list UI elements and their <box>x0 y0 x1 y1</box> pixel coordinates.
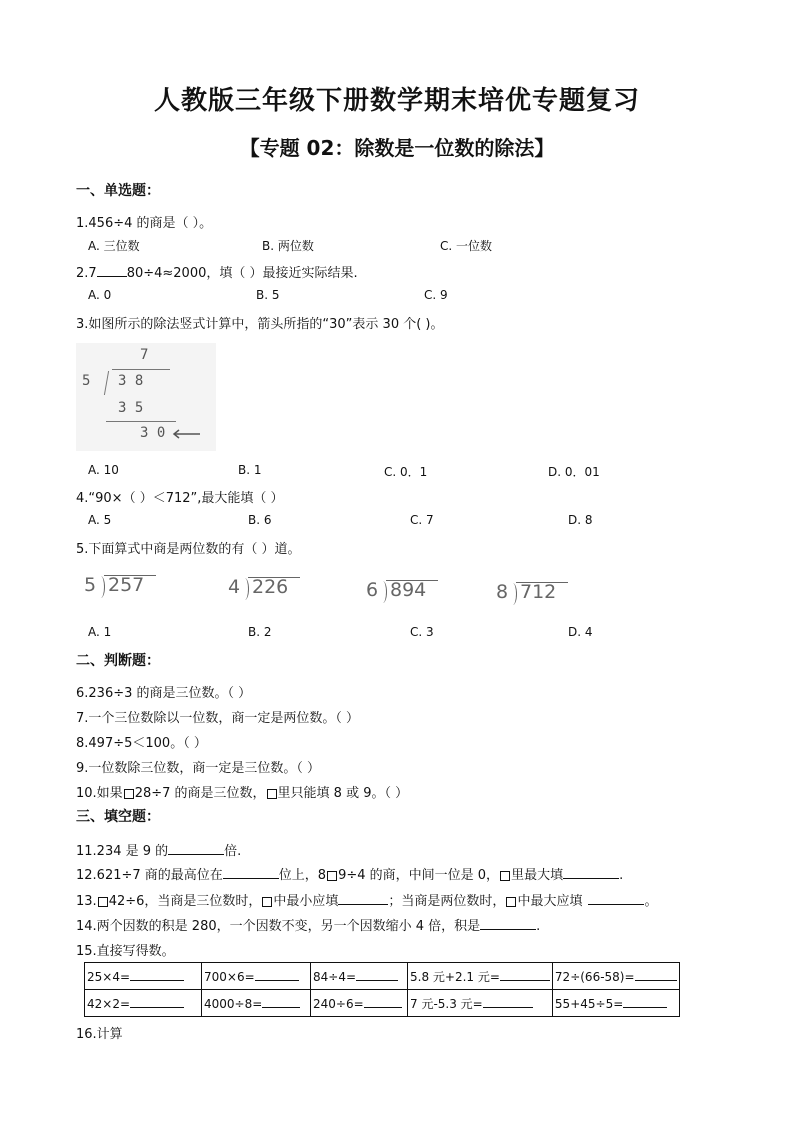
question-4: 4.“90×（ ）＜712”,最大能填（ ） <box>76 491 284 506</box>
answer-blank <box>635 968 677 981</box>
q12-middle-2: 9÷4 的商，中间一位是 0， <box>338 868 500 883</box>
answer-blank <box>255 968 299 981</box>
q4-option-d: D. 8 <box>568 513 593 527</box>
division-3-bracket <box>380 581 387 603</box>
q12-prefix: 12.621÷7 商的最高位在 <box>76 868 223 883</box>
division-1-divisor: 5 <box>84 574 97 596</box>
fig-divisor: 5 <box>82 373 91 389</box>
division-expression-2 <box>228 572 308 602</box>
expression: 7 元-5.3 元= <box>410 996 483 1011</box>
q2-option-c: C. 9 <box>424 288 448 302</box>
expression: 84÷4= <box>313 970 357 984</box>
table-cell <box>311 990 408 1017</box>
division-expression-4 <box>496 572 576 602</box>
question-9: 9.一位数除三位数，商一定是三位数。（ ） <box>76 761 321 776</box>
q13-box-1 <box>98 897 108 907</box>
q4-option-a: A. 5 <box>88 513 112 527</box>
division-4-divisor: 8 <box>496 581 509 603</box>
answer-blank <box>483 995 533 1008</box>
question-16: 16.计算 <box>76 1027 123 1042</box>
q14-blank <box>480 917 536 930</box>
division-2-bracket <box>242 578 249 600</box>
q12-blank-2 <box>563 866 619 879</box>
q1-option-a: A. 三位数 <box>88 239 140 253</box>
q1-option-b: B. 两位数 <box>262 239 314 253</box>
q13-box-3 <box>506 897 516 907</box>
q13-middle-3: ；当商是两位数时， <box>388 894 506 909</box>
fig-sub-bar <box>106 421 176 422</box>
q5-option-a: A. 1 <box>88 625 112 639</box>
table-row <box>85 963 680 990</box>
q12-box-2 <box>500 871 510 881</box>
q11-suffix: 倍. <box>224 844 242 859</box>
q10-box-2 <box>267 789 277 799</box>
q13-prefix: 13. <box>76 894 97 909</box>
expression: 25×4= <box>87 970 131 984</box>
page-title: 人教版三年级下册数学期末培优专题复习 <box>153 86 640 116</box>
section-heading-true-false: 二、判断题： <box>76 653 160 669</box>
fig-remainder: 3 0 <box>140 425 166 441</box>
division-1-bracket <box>98 576 105 598</box>
q3-option-d: D. 0．01 <box>548 465 600 479</box>
q10-box-1 <box>124 789 134 799</box>
table-cell <box>85 990 202 1017</box>
fig-product: 3 5 <box>118 400 144 416</box>
section-heading-fill-in: 三、填空题： <box>76 809 160 825</box>
q12-box-1 <box>327 871 337 881</box>
q13-blank-2 <box>588 892 644 905</box>
division-2-dividend: 226 <box>252 576 289 598</box>
answer-blank <box>364 995 402 1008</box>
question-3: 3.如图所示的除法竖式计算中，箭头所指的“30”表示 30 个( )。 <box>76 317 444 332</box>
expression: 55+45÷5= <box>554 997 624 1011</box>
q12-blank-1 <box>223 866 279 879</box>
q2-option-a: A. 0 <box>88 288 112 302</box>
answer-blank <box>500 968 550 981</box>
q4-option-b: B. 6 <box>248 513 272 527</box>
table-cell <box>552 963 679 990</box>
q14-end: . <box>536 919 541 934</box>
question-8: 8.497÷5＜100。（ ） <box>76 736 207 751</box>
answer-blank <box>356 968 398 981</box>
q5-option-b: B. 2 <box>248 625 272 639</box>
q3-option-c: C. 0．1 <box>384 465 428 479</box>
division-expression-1 <box>84 572 164 602</box>
question-7: 7.一个三位数除以一位数，商一定是两位数。（ ） <box>76 711 360 726</box>
q14-prefix: 14.两个因数的积是 280，一个因数不变，另一个因数缩小 4 倍，积是 <box>76 919 481 934</box>
expression: 42×2= <box>87 997 131 1011</box>
division-3-divisor: 6 <box>366 579 379 601</box>
q2-blank <box>97 264 127 277</box>
mental-math-table <box>84 962 680 1017</box>
expression: 4000÷8= <box>204 997 263 1011</box>
question-12 <box>76 864 623 883</box>
question-2 <box>76 262 358 281</box>
q13-middle-2: 中最小应填 <box>273 894 339 909</box>
question-11 <box>76 840 241 859</box>
q2-suffix: 80÷4≈2000，填（ ）最接近实际结果. <box>126 266 358 281</box>
section-heading-single-choice: 一、单选题： <box>76 183 160 199</box>
answer-blank <box>130 995 184 1008</box>
fig-quotient: 7 <box>140 347 149 363</box>
q10-suffix: 里只能填 8 或 9。（ ） <box>277 786 409 801</box>
question-15: 15.直接写得数。 <box>76 944 175 959</box>
q3-option-a: A. 10 <box>88 463 119 477</box>
q12-middle: 位上，8 <box>278 868 327 883</box>
q5-option-c: C. 3 <box>410 625 434 639</box>
answer-blank <box>262 995 300 1008</box>
question-14 <box>76 915 540 934</box>
answer-blank <box>130 968 184 981</box>
division-4-bracket <box>510 583 517 605</box>
expression: 5.8 元+2.1 元= <box>410 969 500 984</box>
fig-top-bar <box>112 369 170 370</box>
q11-blank <box>168 842 224 855</box>
q10-prefix: 10.如果 <box>76 786 123 801</box>
expression: 700×6= <box>204 970 255 984</box>
q13-middle-4: 中最大应填 <box>517 894 583 909</box>
page-subtitle: 【专题 02：除数是一位数的除法】 <box>239 136 555 160</box>
table-cell <box>85 963 202 990</box>
expression: 72÷(66-58)= <box>554 970 635 984</box>
q4-option-c: C. 7 <box>410 513 434 527</box>
q10-middle: 28÷7 的商是三位数， <box>134 786 266 801</box>
q12-post: 里最大填 <box>511 868 564 883</box>
table-row <box>85 990 680 1017</box>
q1-option-c: C. 一位数 <box>440 239 493 253</box>
question-5: 5.下面算式中商是两位数的有（ ）道。 <box>76 542 301 557</box>
table-cell <box>408 990 553 1017</box>
left-arrow-icon <box>170 427 202 441</box>
table-cell <box>202 963 311 990</box>
q13-blank-1 <box>338 892 388 905</box>
q13-end: 。 <box>644 894 658 909</box>
long-division-figure <box>76 343 216 451</box>
division-4-dividend: 712 <box>520 581 557 603</box>
table-cell <box>552 990 679 1017</box>
division-2-divisor: 4 <box>228 576 241 598</box>
fig-bracket <box>104 371 109 395</box>
division-expression-3 <box>366 572 446 602</box>
q3-option-b: B. 1 <box>238 463 262 477</box>
table-cell <box>408 963 553 990</box>
question-13 <box>76 890 657 909</box>
table-cell <box>311 963 408 990</box>
q11-prefix: 11.234 是 9 的 <box>76 844 169 859</box>
question-1: 1.456÷4 的商是（ ）。 <box>76 216 213 231</box>
q2-option-b: B. 5 <box>256 288 280 302</box>
question-6: 6.236÷3 的商是三位数。（ ） <box>76 686 252 701</box>
answer-blank <box>623 995 667 1008</box>
q12-end: . <box>619 868 624 883</box>
division-3-dividend: 894 <box>390 579 427 601</box>
question-10 <box>76 782 408 801</box>
table-cell <box>202 990 311 1017</box>
q5-option-d: D. 4 <box>568 625 593 639</box>
q13-box-2 <box>262 897 272 907</box>
fig-dividend: 3 8 <box>118 373 144 389</box>
q2-prefix: 2.7 <box>76 266 97 281</box>
q13-middle: 42÷6，当商是三位数时， <box>108 894 262 909</box>
division-1-dividend: 257 <box>108 574 145 596</box>
expression: 240÷6= <box>313 997 364 1011</box>
